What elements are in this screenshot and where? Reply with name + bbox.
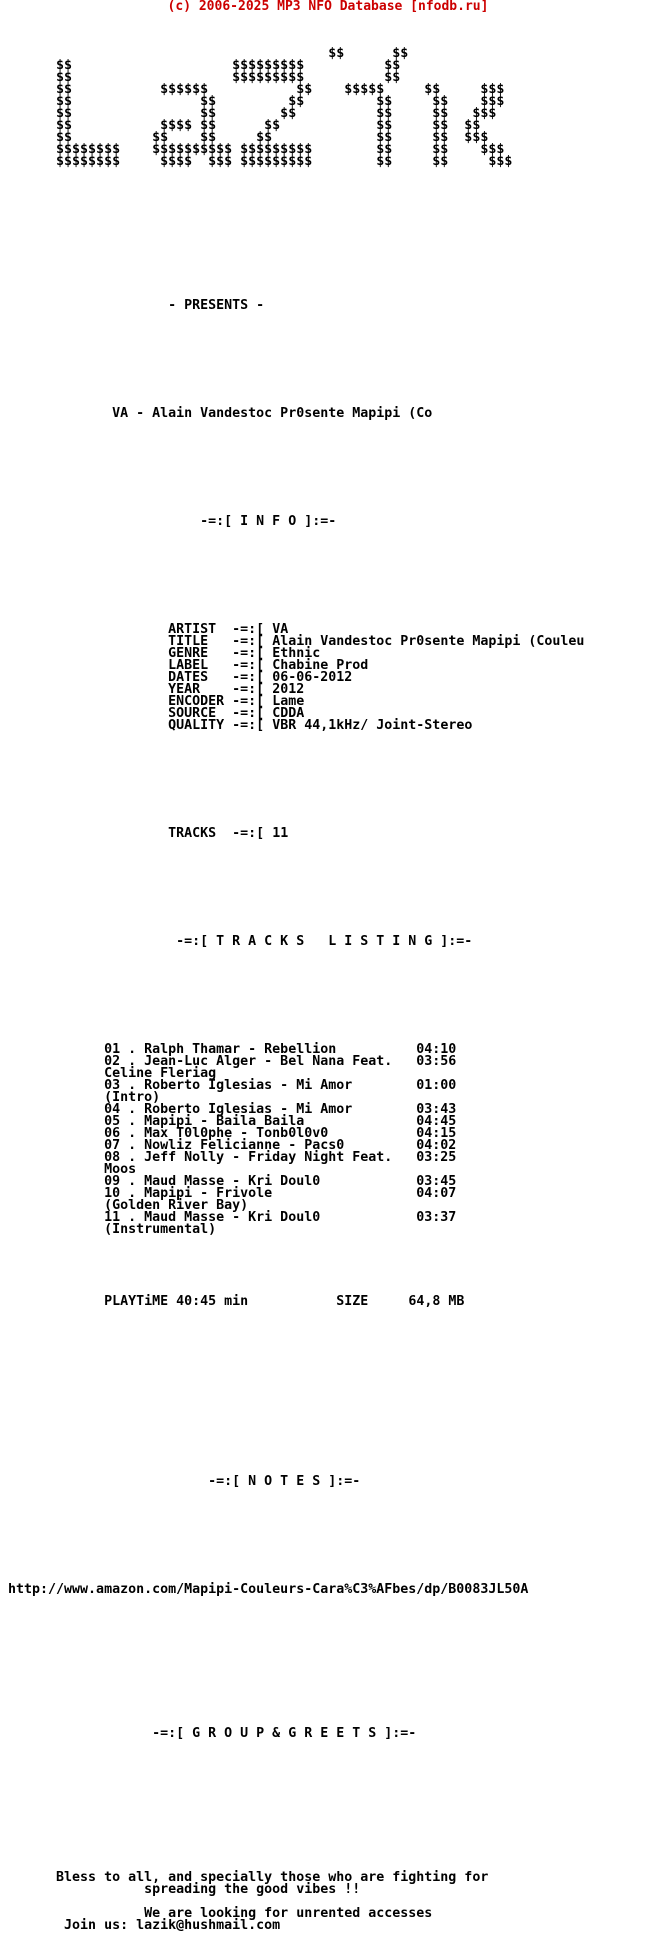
track-line: (Instrumental) bbox=[8, 1222, 217, 1237]
info-block bbox=[8, 624, 584, 732]
spacer bbox=[8, 1440, 584, 1452]
spacer bbox=[8, 1620, 584, 1632]
playtime-value: 40:45 min bbox=[176, 1294, 249, 1309]
nfo-document bbox=[8, 24, 584, 1944]
ascii-art-line: $$ $$ bbox=[8, 46, 409, 61]
site-header: (c) 2006-2025 MP3 NFO Database [nfodb.ru] bbox=[167, 0, 489, 14]
spacer bbox=[8, 1368, 584, 1380]
ascii-logo bbox=[8, 48, 584, 168]
info-value: VA bbox=[272, 622, 289, 637]
track-line: 11 . Maud Masse - Kri Doul0 03:37 bbox=[8, 1210, 457, 1225]
spacer bbox=[8, 480, 584, 492]
info-value: Ethnic bbox=[272, 646, 321, 661]
track-line: (Golden River Bay) bbox=[8, 1198, 249, 1213]
spacer bbox=[8, 1656, 584, 1668]
track-line: 07 . Nowliz Felicianne - Pacs0 04:02 bbox=[8, 1138, 457, 1153]
spacer bbox=[8, 228, 584, 240]
info-key: LABEL bbox=[168, 658, 225, 673]
info-header: -=:[ I N F O ]:=- bbox=[8, 514, 337, 529]
greets-block bbox=[8, 1872, 584, 1932]
track-line: 08 . Jeff Nolly - Friday Night Feat. 03:25 bbox=[8, 1150, 457, 1165]
info-row: DATES -=:[ 06-06-2012 bbox=[168, 670, 353, 685]
track-line: 06 . Max T0l0phe - Tonb0l0v0 04:15 bbox=[8, 1126, 457, 1141]
track-line: 03 . Roberto Iglesias - Mi Amor 01:00 bbox=[8, 1078, 457, 1093]
spacer bbox=[8, 1764, 584, 1776]
info-row: ENCODER -=:[ Lame bbox=[168, 694, 305, 709]
info-value: Alain Vandestoc Pr0sente Mapipi (Couleu bbox=[272, 634, 585, 649]
greets-line: Bless to all, and specially those who are fighting for bbox=[8, 1870, 489, 1885]
presents-line: - PRESENTS - bbox=[8, 298, 265, 313]
info-key: QUALITY bbox=[168, 718, 225, 733]
spacer bbox=[8, 972, 584, 984]
spacer bbox=[8, 192, 584, 204]
ascii-art-line: $$ $$$$$$$$$ $$ bbox=[8, 58, 401, 73]
spacer bbox=[8, 444, 584, 456]
info-key: ARTIST bbox=[168, 622, 225, 637]
greets-line: spreading the good vibes !! bbox=[8, 1882, 361, 1897]
ascii-art-line: $$ $$$$$$$$$ $$ bbox=[8, 70, 401, 85]
spacer bbox=[8, 1404, 584, 1416]
info-key: TITLE bbox=[168, 634, 225, 649]
spacer bbox=[8, 588, 584, 600]
track-line: Celine Fleriag bbox=[8, 1066, 217, 1081]
greets-header: -=:[ G R O U P & G R E E T S ]:=- bbox=[8, 1726, 417, 1741]
spacer bbox=[8, 1836, 584, 1848]
info-value: Chabine Prod bbox=[272, 658, 369, 673]
track-line: Moos bbox=[8, 1162, 137, 1177]
info-row: TITLE -=:[ Alain Vandestoc Pr0sente Mapipi (Couleu bbox=[168, 634, 585, 649]
info-row: ARTIST -=:[ VA bbox=[168, 622, 289, 637]
tracks-label: TRACKS bbox=[168, 826, 217, 841]
track-line: 05 . Mapipi - Baila Baila 04:45 bbox=[8, 1114, 457, 1129]
ascii-art-line: $$ $$ $$ $$ $$ $$ $$$ bbox=[8, 130, 489, 145]
notes-url: http://www.amazon.com/Mapipi-Couleurs-Cara%C3%AFbes/dp/B0083JL50A bbox=[8, 1582, 529, 1597]
spacer bbox=[8, 552, 584, 564]
tracks-count: 11 bbox=[272, 826, 289, 841]
info-row: YEAR -=:[ 2012 bbox=[168, 682, 305, 697]
info-key: SOURCE bbox=[168, 706, 225, 721]
info-row: GENRE -=:[ Ethnic bbox=[168, 646, 321, 661]
spacer bbox=[8, 372, 584, 384]
spacer bbox=[8, 792, 584, 804]
info-value: 2012 bbox=[272, 682, 305, 697]
spacer bbox=[8, 864, 584, 876]
track-line: 01 . Ralph Thamar - Rebellion 04:10 bbox=[8, 1042, 457, 1057]
ascii-art-line: $$$$$$$$ $$$$$$$$$$ $$$$$$$$$ $$ $$ $$$ bbox=[8, 142, 505, 157]
info-value: Lame bbox=[272, 694, 305, 709]
info-row: QUALITY -=:[ VBR 44,1kHz/ Joint-Stereo bbox=[168, 718, 473, 733]
track-line: 10 . Mapipi - Frivole 04:07 bbox=[8, 1186, 457, 1201]
info-key: GENRE bbox=[168, 646, 225, 661]
greets-line: We are looking for unrented accesses bbox=[8, 1906, 433, 1921]
track-line: (Intro) bbox=[8, 1090, 161, 1105]
ascii-art-line: $$ $$$$ $$ $$ $$ $$ $$ bbox=[8, 118, 481, 133]
info-row: SOURCE -=:[ CDDA bbox=[168, 706, 305, 721]
info-value: VBR 44,1kHz/ Joint-Stereo bbox=[272, 718, 473, 733]
playtime-line bbox=[8, 1296, 584, 1308]
info-value: 06-06-2012 bbox=[272, 670, 353, 685]
spacer bbox=[8, 900, 584, 912]
spacer bbox=[8, 1692, 584, 1704]
greets-line: Join us: lazik@hushmail.com bbox=[8, 1918, 281, 1933]
size-value: 64,8 MB bbox=[408, 1294, 465, 1309]
track-line: 04 . Roberto Iglesias - Mi Amor 03:43 bbox=[8, 1102, 457, 1117]
ascii-art-line: $$ $$ $$ $$ $$ $$$ bbox=[8, 94, 505, 109]
spacer bbox=[8, 756, 584, 768]
tracks-count-line: TRACKS -=:[ 11 bbox=[168, 826, 289, 841]
spacer bbox=[8, 1260, 584, 1272]
release-title: VA - Alain Vandestoc Pr0sente Mapipi (Co bbox=[8, 406, 433, 421]
track-list bbox=[8, 1044, 584, 1236]
info-value: CDDA bbox=[272, 706, 305, 721]
spacer bbox=[8, 336, 584, 348]
info-row: LABEL -=:[ Chabine Prod bbox=[168, 658, 369, 673]
ascii-art-line: $$ $$ $$ $$ $$ $$$ bbox=[8, 106, 497, 121]
track-line: 02 . Jean-Luc Alger - Bel Nana Feat. 03:56 bbox=[8, 1054, 457, 1069]
greets-line bbox=[8, 1896, 584, 1908]
notes-header: -=:[ N O T E S ]:=- bbox=[8, 1474, 361, 1489]
spacer bbox=[8, 1512, 584, 1524]
spacer bbox=[8, 1548, 584, 1560]
spacer bbox=[8, 1332, 584, 1344]
ascii-art-line: $$ $$$$$$ $$ $$$$$ $$ $$$ bbox=[8, 82, 505, 97]
playtime-label: PLAYTiME bbox=[104, 1294, 169, 1309]
size-label: SIZE bbox=[336, 1294, 369, 1309]
tracks-header: -=:[ T R A C K S L I S T I N G ]:=- bbox=[8, 934, 473, 949]
info-key: DATES bbox=[168, 670, 225, 685]
info-key: ENCODER bbox=[168, 694, 225, 709]
info-key: YEAR bbox=[168, 682, 225, 697]
ascii-art-line: $$$$$$$$ $$$$ $$$ $$$$$$$$$ $$ $$ $$$ bbox=[8, 154, 513, 169]
track-line: 09 . Maud Masse - Kri Doul0 03:45 bbox=[8, 1174, 457, 1189]
spacer bbox=[8, 1800, 584, 1812]
spacer bbox=[8, 264, 584, 276]
spacer bbox=[8, 1008, 584, 1020]
